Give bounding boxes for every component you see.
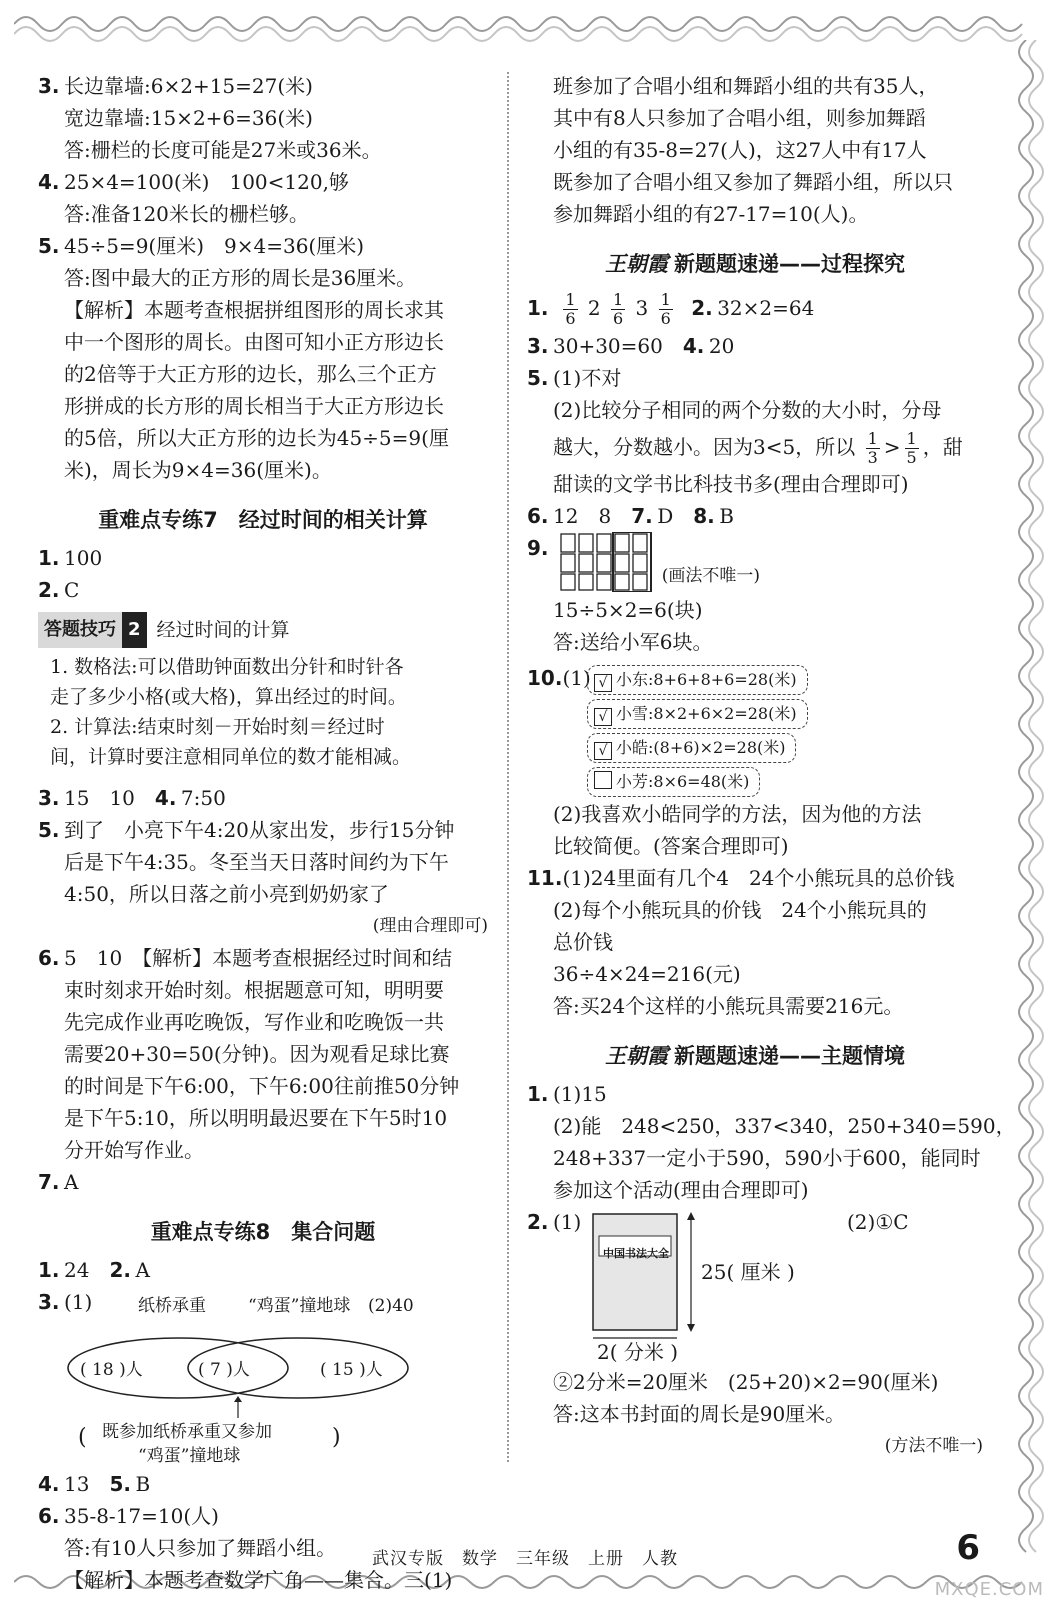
s8-answer-6-analysis: 【解析】本题考查数学广角——集合。三(1) [64, 1568, 453, 1592]
page-footer: 武汉专版 数学 三年级 上册 人教 [372, 1549, 678, 1569]
s8-answer-6: 6. 35-8-17=10(人) [38, 1504, 219, 1528]
s7-answer-3-4: 3. 15 10 4. 7:50 [38, 786, 226, 810]
answer-3: 3. 长边靠墙:6×2+15=27(米) [38, 74, 313, 98]
process-answer-1-2: 1. $\frac{1}{6}$ 2 $\frac{1}{6}$ 3 $\frac{1}{6}$ 2. 32×2=64 [527, 290, 815, 328]
s7-answer-2: 2. C [38, 578, 80, 602]
answer-5: 5. 45÷5=9(厘米) 9×4=36(厘米) [38, 234, 365, 258]
watermark: MXQE.COM [934, 1579, 1044, 1600]
checklist-item: √ 小东:8+6+8+6=28(米) [587, 662, 983, 696]
s7-answer-6-body: 束时刻求开始时刻。根据题意可知，明明要 先完成作业再吃晚饭，写作业和吃晚饭一共 需要20+30=50(分钟)。因为观看足球比赛 的时间是下午6:00，下午6:00往前推50分钟 是下午5:10，所以明明最迟要在下午5时10 分开始写作业。 [64, 978, 460, 1162]
fraction: $\frac{1}{6}$ [613, 290, 624, 328]
fraction: $\frac{1}{3}$ [867, 429, 878, 467]
checkbox-icon: √ [594, 742, 612, 760]
venn-middle-count: ( 7 )人 [198, 1360, 250, 1380]
page-number: 6 [956, 1528, 980, 1568]
venn-right-count: ( 15 )人 [320, 1360, 383, 1380]
checklist-item: √ 小皓:(8+6)×2=28(米) [587, 730, 983, 764]
s7-answer-1: 1. 100 [38, 546, 103, 570]
fraction: $\frac{1}{5}$ [906, 429, 917, 467]
checkbox-icon: √ [594, 708, 612, 726]
process-answer-6-8: 6. 12 8 7. D 8. B [527, 504, 734, 528]
tip-banner [38, 612, 488, 648]
book-height-label: 25( 厘米 ) [701, 1260, 795, 1284]
venn-note-line-2: “鸡蛋”撞地球 [138, 1446, 241, 1466]
checkbox-icon [594, 771, 612, 789]
theme-answer-2-part-2: (2)①C [847, 1210, 909, 1234]
s7-answer-6: 6. 5 10 【解析】本题考查根据经过时间和结 [38, 946, 453, 970]
answer-4-line-2: 答:准备120米长的栅栏够。 [64, 202, 309, 226]
process-answer-11-line-2: (2)每个小熊玩具的价钱 24个小熊玩具的 [553, 898, 927, 922]
drawing-note: (画法不唯一) [661, 566, 760, 586]
s7-answer-7: 7. A [38, 1170, 79, 1194]
venn-note-bracket: ( [78, 1425, 87, 1450]
process-answer-11: 11.(1)24里面有几个4 24个小熊玩具的总价钱 [527, 866, 955, 890]
process-answer-10-line-2: (2)我喜欢小皓同学的方法，因为他的方法 [553, 802, 922, 826]
s7-answer-5: 5. 到了 小亮下午4:20从家出发，步行15分钟 [38, 818, 455, 842]
theme-answer-1-line-3: 248+337一定小于590，590小于600，能同时 [553, 1146, 981, 1170]
process-answer-3-4: 3. 30+30=60 4. 20 [527, 334, 735, 358]
s7-answer-5-line-3: 4:50，所以日落之前小亮到奶奶家了 [64, 882, 389, 906]
answer-3-line-3: 答:栅栏的长度可能是27米或36米。 [64, 138, 382, 162]
s7-answer-5-note: (理由合理即可) [372, 916, 488, 936]
theme-answer-2: 2. (1) [527, 1210, 582, 1234]
decorative-border-top [14, 2, 1036, 52]
checkbox-icon: √ [594, 674, 612, 692]
section-heading-theme: 王朝霞 新题题速递——主题情境 [605, 1043, 905, 1068]
process-answer-11-line-4: 36÷4×24=216(元) [553, 962, 741, 986]
section-heading-7: 重难点专练7 经过时间的相关计算 [98, 508, 428, 532]
section-heading-process: 王朝霞 新题题速递——过程探究 [605, 251, 905, 276]
checklist-item: √ 小雪:8×2+6×2=28(米) [587, 696, 983, 730]
checklist [527, 662, 983, 798]
section-heading-8: 重难点专练8 集合问题 [150, 1220, 376, 1244]
venn-diagram [58, 1296, 478, 1468]
s8-answer-3: 3. (1) [38, 1290, 93, 1314]
venn-note-line-1: 既参加纸桥承重又参加 [102, 1422, 272, 1442]
column-divider [507, 72, 509, 1462]
process-answer-11-line-5: 答:买24个这样的小熊玩具需要216元。 [553, 994, 904, 1018]
process-answer-5-line-2: (2)比较分子相同的两个分数的大小时，分母 [553, 398, 942, 422]
checklist-item: 小芳:8×6=48(米) [587, 764, 983, 798]
fraction: $\frac{1}{6}$ [660, 290, 671, 328]
process-answer-5-line-3: 越大，分数越小。因为3<5，所以 $\frac{1}{3}$ > $\frac{1}{5}$ ，甜 [553, 429, 963, 467]
left-column [38, 70, 488, 1596]
theme-answer-1-line-2: (2)能 248<250，337<340，250+340=590， [553, 1114, 1016, 1138]
book-cover-diagram [557, 1208, 983, 1364]
s8-answer-4-5: 4. 13 5. B [38, 1472, 151, 1496]
process-answer-10-line-3: 比较简便。(答案合理即可) [553, 834, 789, 858]
theme-answer-2-line-3: 答:这本书封面的周长是90厘米。 [553, 1402, 846, 1426]
s8-answer-6-line-2: 答:有10人只参加了舞蹈小组。 [64, 1536, 337, 1560]
venn-left-count: ( 18 )人 [80, 1360, 143, 1380]
chocolate-grid-drawing [559, 532, 655, 592]
venn-left-label: 纸桥承重 [138, 1296, 206, 1316]
book-icon [587, 1210, 717, 1340]
venn-note-bracket-close: ) [332, 1425, 341, 1450]
process-answer-9-line-2: 15÷5×2=6(块) [553, 598, 703, 622]
fraction: $\frac{1}{6}$ [565, 290, 576, 328]
answer-5-line-2: 答:图中最大的正方形的周长是36厘米。 [64, 266, 417, 290]
continued-analysis: 班参加了合唱小组和舞蹈小组的共有35人， 其中有8人只参加了合唱小组，则参加舞蹈 小组的有35-8=27(人)，这27人中有17人 既参加了合唱小组又参加了舞蹈小组，所以只 参加舞蹈小组的有27-17=10(人)。 [553, 74, 953, 226]
answer-5-analysis: 【解析】本题考查根据拼组图形的周长求其 中一个图形的周长。由图可知小正方形边长 的2倍等于大正方形的边长，那么三个正方 形拼成的长方形的周长相当于大正方形边长 的5倍，所以大正方形的边长为45÷5=9(厘 米)，周长为9×4=36(厘米)。 [64, 298, 449, 482]
answer-3-line-2: 宽边靠墙:15×2+6=36(米) [64, 106, 313, 130]
tip-body: 1. 数格法:可以借助钟面数出分针和时针各 走了多少小格(或大格)，算出经过的时间。 2. 计算法:结束时刻－开始时刻＝经过时 间，计算时要注意相同单位的数才能相减。 [50, 656, 412, 768]
answer-4: 4. 25×4=100(米) 100<120,够 [38, 170, 349, 194]
s7-answer-5-line-2: 后是下午4:35。冬至当天日落时间约为下午 [64, 850, 449, 874]
theme-answer-1-line-4: 参加这个活动(理由合理即可) [553, 1178, 809, 1202]
right-column [527, 70, 1016, 1462]
book-width-label: 2( 分米 ) [597, 1340, 679, 1364]
process-answer-11-line-3: 总价钱 [553, 930, 613, 954]
s8-answer-3-part-2: (2)40 [368, 1296, 414, 1316]
s8-answer-1-2: 1. 24 2. A [38, 1258, 150, 1282]
venn-right-label: “鸡蛋”撞地球 [248, 1296, 351, 1316]
brand-logo: 王朝霞 [605, 1043, 668, 1068]
decorative-border-right [1008, 40, 1048, 1560]
brand-logo: 王朝霞 [605, 251, 668, 276]
book-title: 中国书法大全 [603, 1247, 669, 1260]
theme-answer-2-line-2: ②2分米=20厘米 (25+20)×2=90(厘米) [553, 1370, 939, 1394]
tip-number: 2 [122, 612, 147, 648]
process-answer-10: 10.(1) [527, 666, 591, 690]
tip-tag: 答题技巧 [38, 612, 122, 648]
process-answer-5: 5. (1)不对 [527, 366, 622, 390]
theme-answer-2-note: (方法不唯一) [884, 1436, 983, 1456]
process-answer-5-line-4: 甜读的文学书比科技书多(理由合理即可) [553, 472, 909, 496]
process-answer-9: 9. (画法不唯一) [527, 532, 983, 594]
theme-answer-1: 1. (1)15 [527, 1082, 607, 1106]
tip-title: 经过时间的计算 [156, 619, 290, 641]
process-answer-9-line-3: 答:送给小军6块。 [553, 630, 713, 654]
